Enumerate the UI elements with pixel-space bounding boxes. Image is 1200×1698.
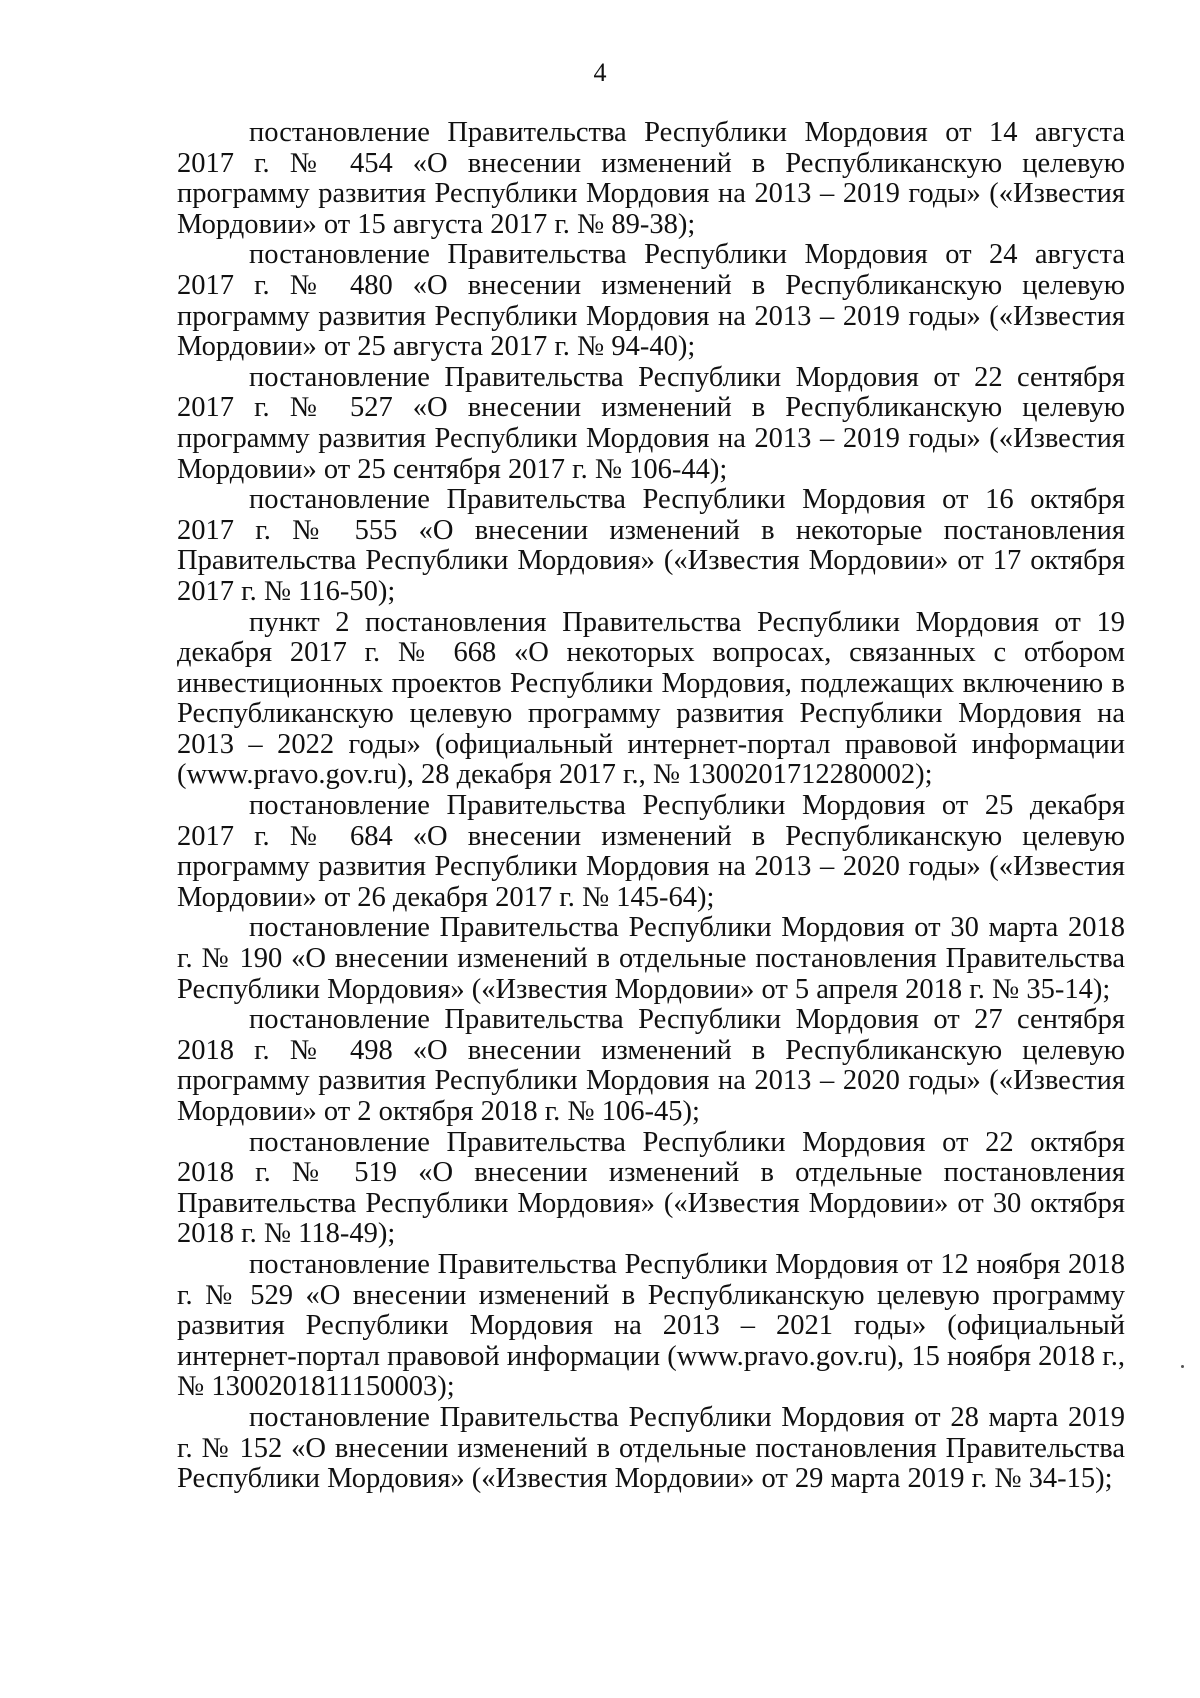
document-body [177, 118, 1125, 1495]
list-item: постановление Правительства Республики Мордовия от 22 сентября 2017 г. № 527 «О внесении изменений в Республиканскую целевую программу развития Республики Мордовия на 2013 – 2019 годы» («Известия Мордовии» от 25 сентября 2017 г. № 106-44); [177, 361, 1125, 485]
list-item: пункт 2 постановления Правительства Республики Мордовия от 19 декабря 2017 г. № 668 «О некоторых вопросах, связанных с отбором инвестиционных проектов Республики Мордовия, подлежащих включению в Республиканскую целевую программу развития Республики Мордовия на 2013 – 2022 годы» (официальный интернет-портал правовой информации (www.pravo.gov.ru), 28 декабря 2017 г., № 1300201712280002); [177, 606, 1125, 791]
list-item: постановление Правительства Республики Мордовия от 12 ноября 2018 г. № 529 «О внесении изменений в Республиканскую целевую программу развития Республики Мордовия на 2013 – 2021 годы» (официальный интернет-портал правовой информации (www.pravo.gov.ru), 15 ноября 2018 г., № 1300201811150003); [177, 1248, 1125, 1403]
list-item: постановление Правительства Республики Мордовия от 14 августа 2017 г. № 454 «О внесении изменений в Республиканскую целевую программу развития Республики Мордовия на 2013 – 2019 годы» («Известия Мордовии» от 15 августа 2017 г. № 89-38); [177, 117, 1125, 240]
list-item: постановление Правительства Республики Мордовия от 24 августа 2017 г. № 480 «О внесении изменений в Республиканскую целевую программу развития Республики Мордовия на 2013 – 2019 годы» («Известия Мордовии» от 25 августа 2017 г. № 94-40); [177, 239, 1125, 363]
list-item: постановление Правительства Республики Мордовия от 25 декабря 2017 г. № 684 «О внесении изменений в Республиканскую целевую программу развития Республики Мордовия на 2013 – 2020 годы» («Известия Мордовии» от 26 декабря 2017 г. № 145-64); [177, 790, 1125, 913]
page-number: 4 [593, 58, 607, 87]
list-item: постановление Правительства Республики Мордовия от 16 октября 2017 г. № 555 «О внесении изменений в некоторые постановления Правительства Республики Мордовия» («Известия Мордовии» от 17 октября 2017 г. № 116-50); [177, 484, 1125, 607]
list-item: постановление Правительства Республики Мордовия от 27 сентября 2018 г. № 498 «О внесении изменений в Республиканскую целевую программу развития Республики Мордовия на 2013 – 2020 годы» («Известия Мордовии» от 2 октября 2018 г. № 106-45); [177, 1004, 1125, 1127]
list-item: постановление Правительства Республики Мордовия от 30 марта 2018 г. № 190 «О внесении изменений в отдельные постановления Правительства Республики Мордовия» («Известия Мордовии» от 5 апреля 2018 г. № 35-14); [177, 912, 1125, 1005]
list-item: постановление Правительства Республики Мордовия от 28 марта 2019 г. № 152 «О внесении изменений в отдельные постановления Правительства Республики Мордовия» («Известия Мордовии» от 29 марта 2019 г. № 34-15); [177, 1401, 1125, 1495]
list-item: постановление Правительства Республики Мордовия от 22 октября 2018 г. № 519 «О внесении изменений в отдельные постановления Правительства Республики Мордовия» («Известия Мордовии» от 30 октября 2018 г. № 118-49); [177, 1126, 1125, 1250]
scan-speck [1181, 1365, 1184, 1368]
